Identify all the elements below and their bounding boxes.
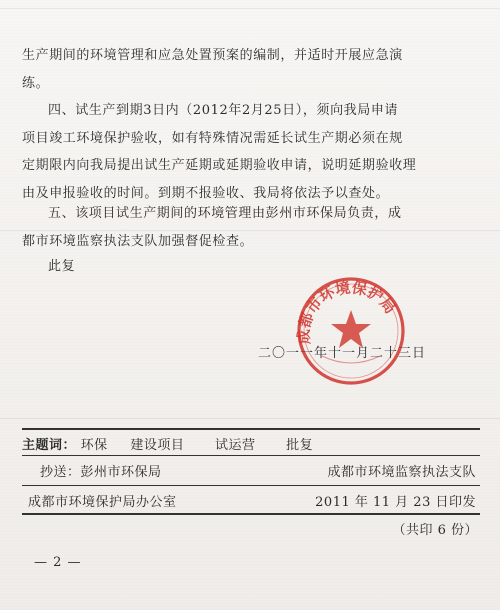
divider: [22, 485, 480, 486]
keyword: 建设项目: [130, 438, 185, 453]
text-line: 五、该项目试生产期间的环境管理由彭州市环保局负责，成: [48, 206, 402, 221]
keyword: 批复: [286, 438, 314, 453]
body-paragraph-4: [22, 97, 480, 207]
closing-text: 此复: [48, 259, 76, 274]
cc-recipient-right: 成都市环境监察执法支队: [327, 465, 476, 480]
text-line: 四、试生产到期3日内（2012年2月25日），须向我局申请: [48, 103, 399, 118]
body-paragraph-5: [22, 200, 480, 255]
text-line: 都市环境监察执法支队加强督促检查。: [22, 233, 254, 249]
divider-top: [22, 428, 480, 430]
text-line: 项目竣工环境保护验收，如有特殊情况需延长试生产期必须在规: [22, 130, 403, 146]
issuing-office: 成都市环境保护局办公室: [28, 495, 177, 510]
issue-date: 2011 年 11 月 23 日印发: [315, 495, 476, 510]
official-seal-stamp: [292, 272, 410, 390]
text-line: 定期限内向我局提出试生产延期或延期验收申请，说明延期验收理: [22, 158, 417, 173]
keywords-row: [22, 434, 480, 453]
keyword: 环保: [80, 438, 108, 453]
stamp-text: 成都市环境保护局: [294, 278, 400, 345]
signature-date: 二〇一一年十一月二十三日: [258, 346, 427, 361]
text-line: 由及申报验收的时间。到期不报验收、我局将依法予以查处。: [22, 185, 390, 201]
page-number: — 2 —: [34, 555, 82, 570]
paper-crease: [0, 8, 500, 9]
keyword: 试运营: [214, 438, 256, 453]
body-paragraph-3-continued: [22, 42, 480, 97]
text-line: 生产期间的环境管理和应急处置预案的编制，并适时开展应急演: [22, 48, 403, 63]
text-line: 练。: [22, 75, 50, 91]
cc-recipients: 抄送：彭州市环保局: [40, 465, 162, 480]
print-copies: （共印 6 份）: [392, 523, 478, 538]
keywords-label: 主题词：: [22, 438, 77, 453]
paper-crease: [0, 418, 500, 419]
divider-bottom: [22, 513, 480, 515]
divider: [22, 455, 480, 456]
